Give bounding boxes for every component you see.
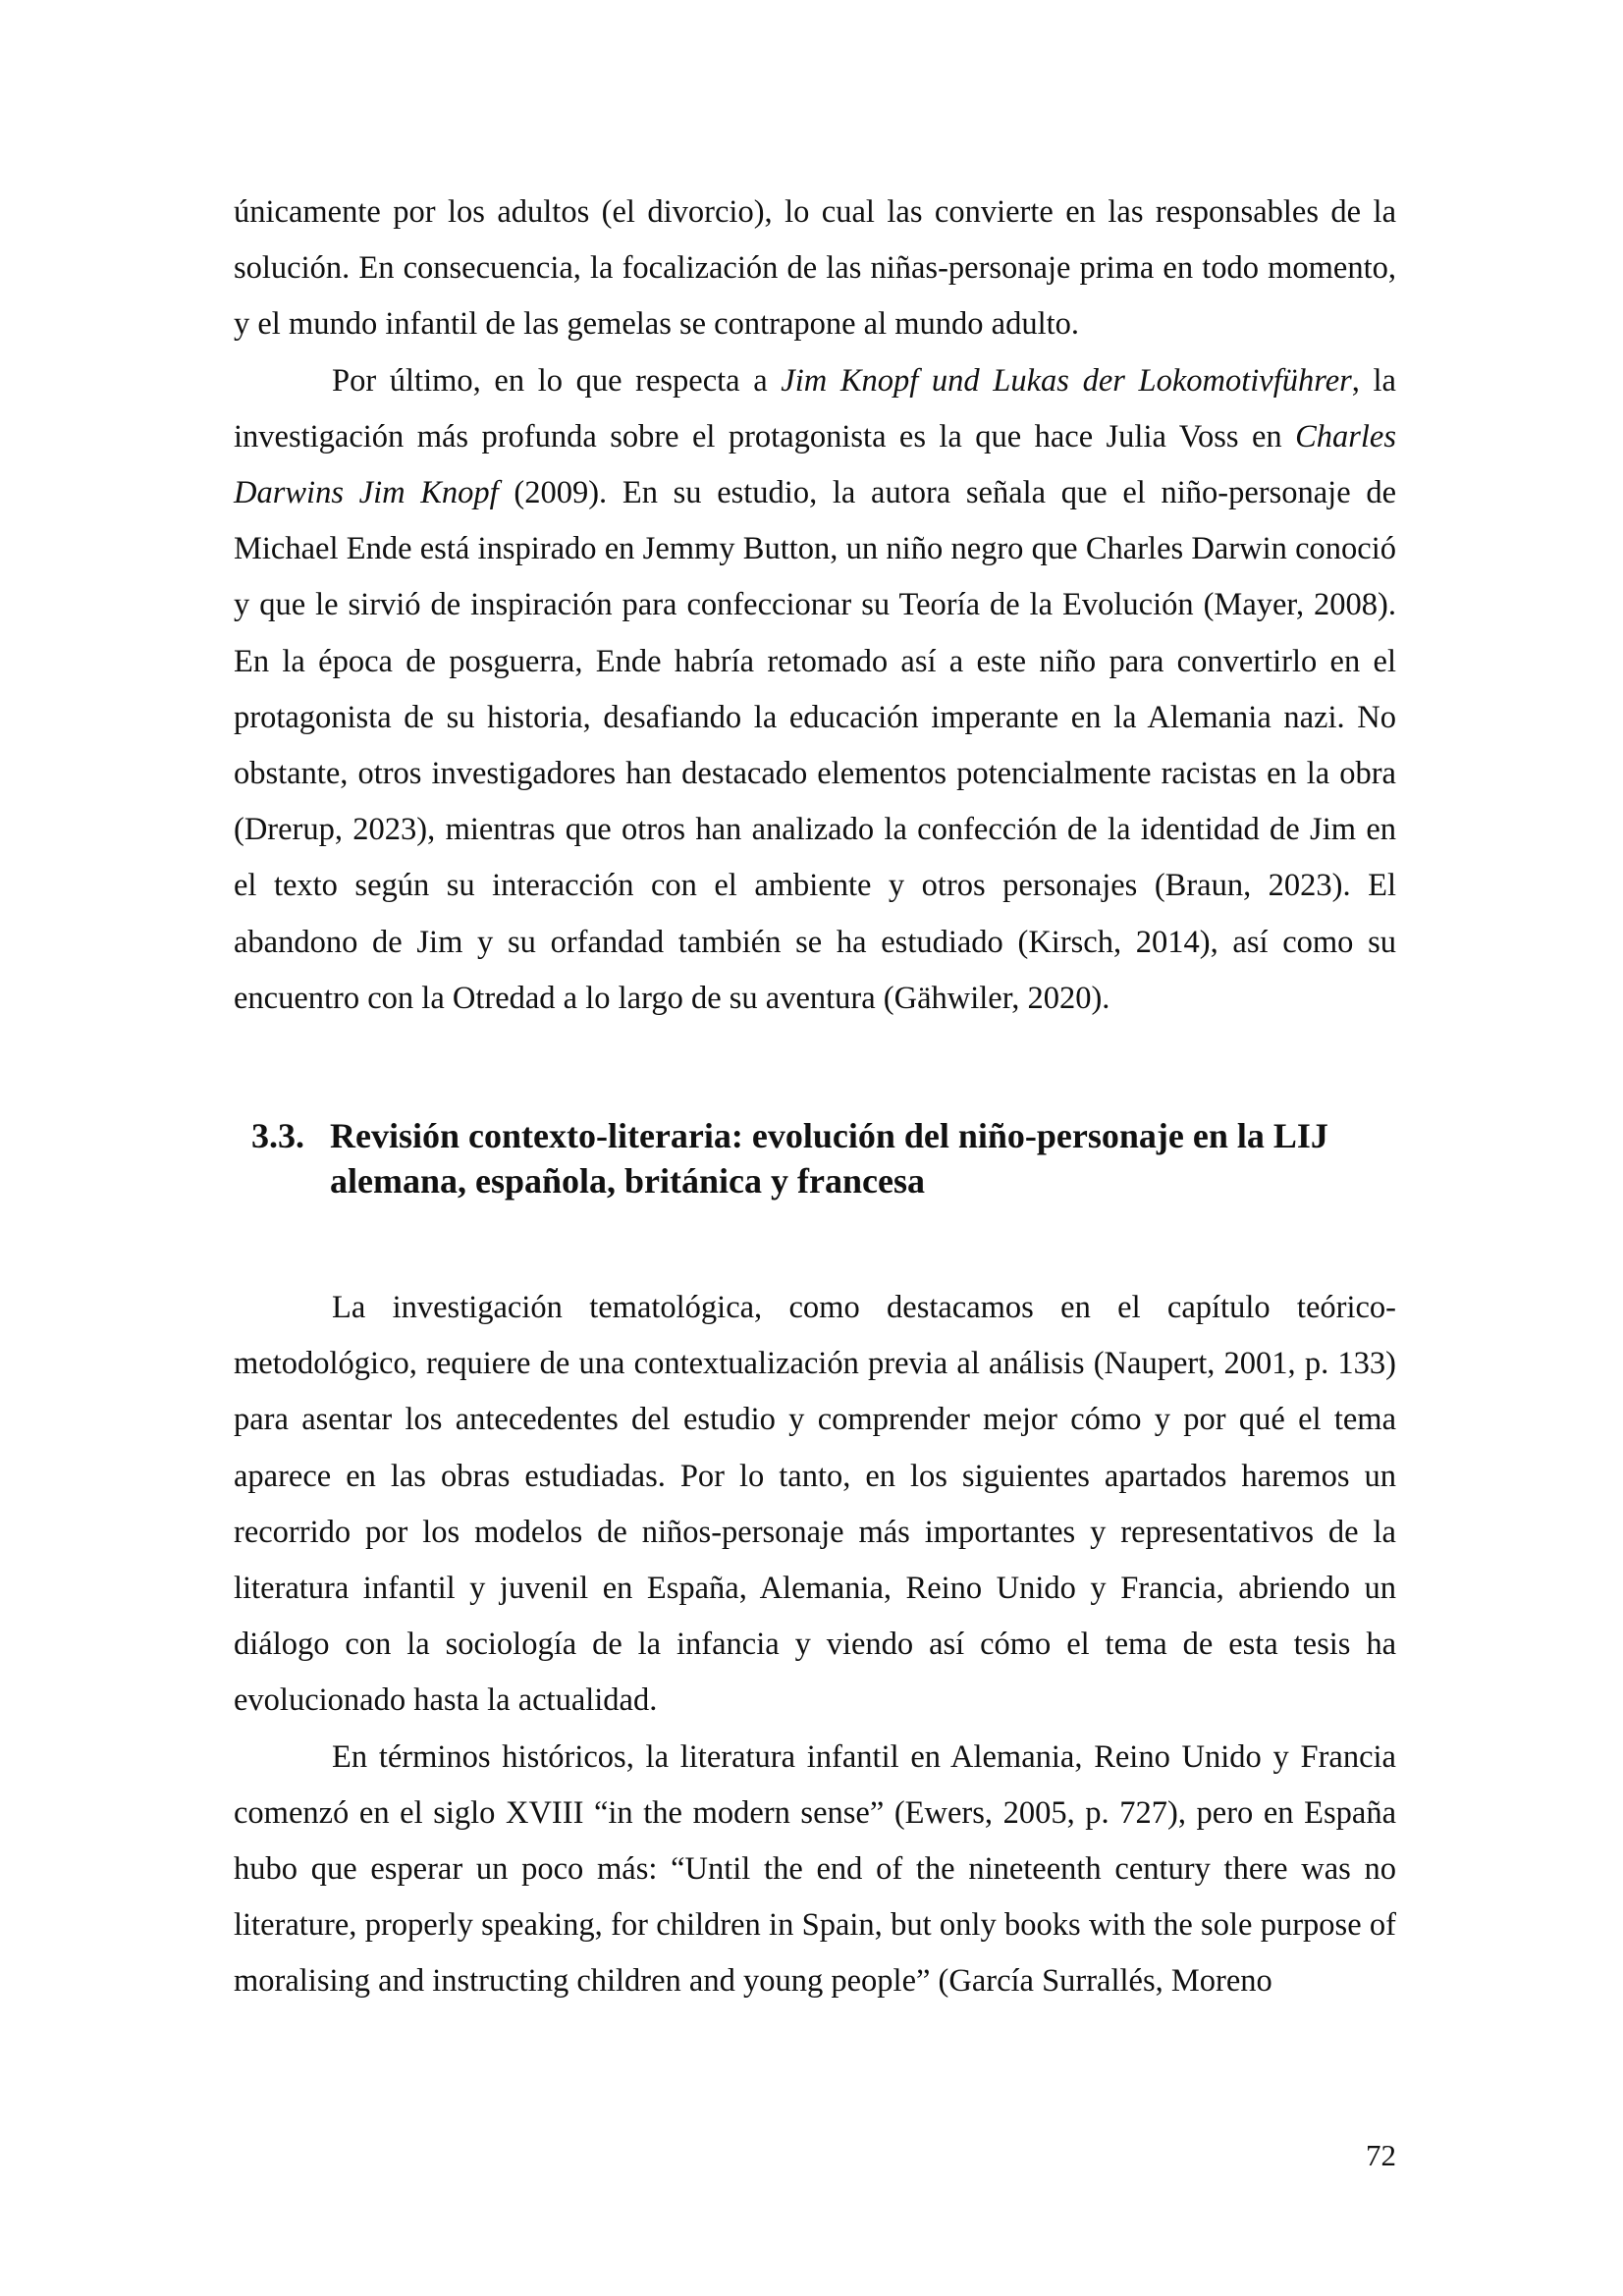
paragraph-tematologica: La investigación tematológica, como destacamos en el capítulo teórico-metodológico, requiere de una contextualización previa al análisis (Naupert, 2001, p. 133) para asentar los antecedentes del estudio y comprender mejor cómo y por qué el tema aparece en las obras estudiadas. Por lo tanto, en los siguientes apartados haremos un recorrido por los modelos de niños-personaje más importantes y representativos de la literatura infantil y juvenil en España, Alemania, Reino Unido y Francia, abriendo un diálogo con la sociología de la infancia y viendo así cómo el tema de esta tesis ha evolucionado hasta la actualidad. [234, 1290, 1396, 1719]
paragraph-jim-knopf-text-b: , la investigación más profunda sobre el protagonista es la que hace Julia Voss en [234, 362, 1396, 454]
section-heading [251, 1113, 1410, 1203]
book-title-jim-knopf: Jim Knopf und Lukas der Lokomotivführer [781, 362, 1352, 399]
page-content [234, 185, 1396, 2010]
page-number: 72 [1366, 2138, 1396, 2172]
section-number: 3.3. [251, 1116, 304, 1156]
paragraph-historical-terms: En términos históricos, la literatura infantil en Alemania, Reino Unido y Francia comenzó en el siglo XVIII “in the modern sense” (Ewers, 2005, p. 727), pero en España hubo que esperar un poco más: “Until the end of the nineteenth century there was no literature, properly speaking, for children in Spain, but only books with the sole purpose of moralising and instructing children and young people” (García Surrallés, Moreno [234, 1738, 1396, 2000]
section-title: Revisión contexto-literaria: evolución del niño-personaje en la LIJ alemana, española, británica y francesa [330, 1116, 1328, 1201]
paragraph-divorce-continuation: únicamente por los adultos (el divorcio), lo cual las convierte en las responsables de la solución. En consecuencia, la focalización de las niñas-personaje prima en todo momento, y el mundo infantil de las gemelas se contrapone al mundo adulto. [234, 194, 1396, 343]
book-title-charles-darwins-jim-knopf: Charles Darwins Jim Knopf [234, 418, 1396, 511]
paragraph-jim-knopf-text-a: Por último, en lo que respecta a [332, 362, 782, 399]
paragraph-jim-knopf-text-c: (2009). En su estudio, la autora señala que el niño-personaje de Michael Ende está inspirado en Jemmy Button, un niño negro que Charles Darwin conoció y que le sirvió de inspiración para confeccionar su Teoría de la Evolución (Mayer, 2008). En la época de posguerra, Ende habría retomado así a este niño para convertirlo en el protagonista de su historia, desafiando la educación imperante en la Alemania nazi. No obstante, otros investigadores han destacado elementos potencialmente racistas en la obra (Drerup, 2023), mientras que otros han analizado la confección de la identidad de Jim en el texto según su interacción con el ambiente y otros personajes (Braun, 2023). El abandono de Jim y su orfandad también se ha estudiado (Kirsch, 2014), así como su encuentro con la Otredad a lo largo de su aventura (Gähwiler, 2020). [234, 475, 1396, 1016]
paragraph-jim-knopf [234, 353, 1396, 1027]
